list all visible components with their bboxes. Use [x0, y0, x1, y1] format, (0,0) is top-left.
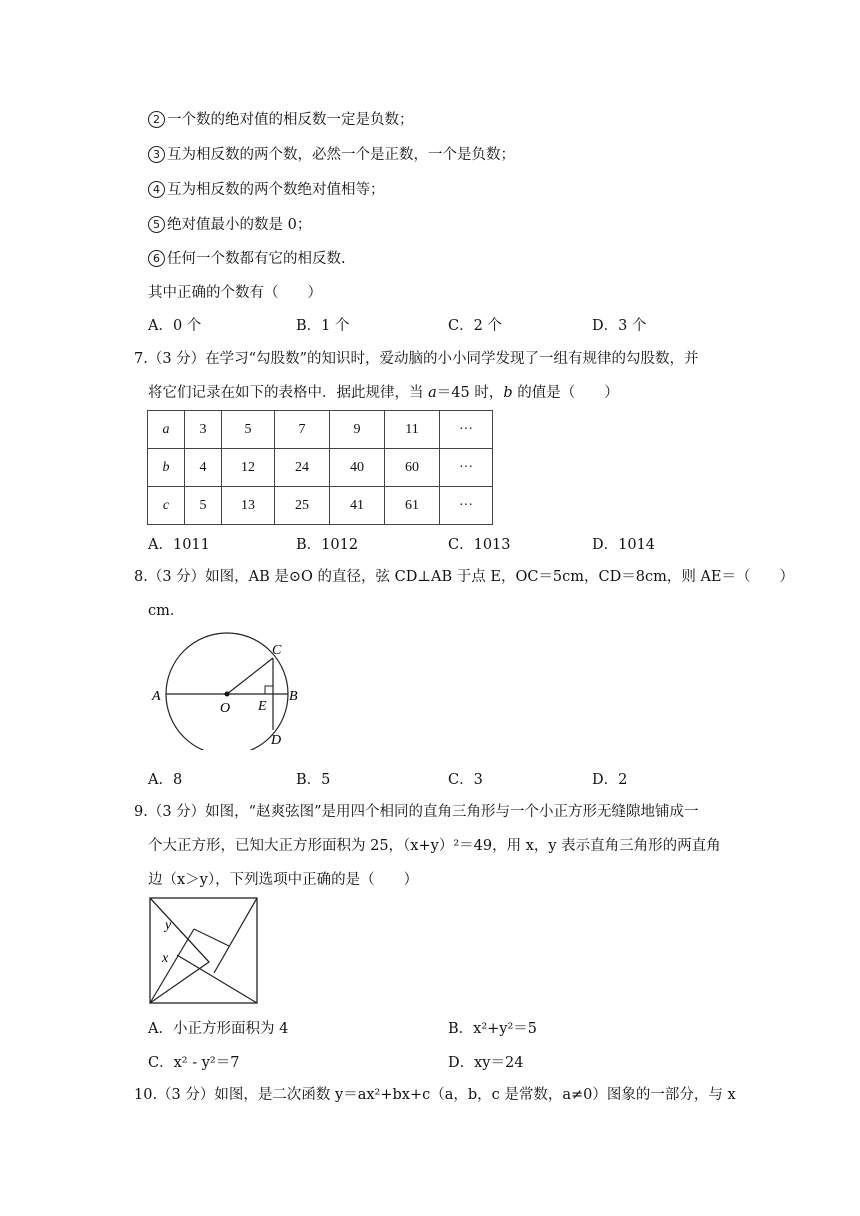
statement-text: 互为相反数的两个数，必然一个是正数，一个是负数；	[167, 147, 515, 163]
radius-oc	[227, 658, 273, 694]
table-cell: 40	[330, 449, 385, 487]
q9-line2: 个大正方形，已知大正方形面积为 25，（x+y）²＝49，用 x，y 表示直角三角形的两直角	[148, 838, 721, 854]
table-cell: 11	[385, 411, 440, 449]
q9-options-row1	[148, 1017, 788, 1037]
zhao-shuang-figure	[148, 896, 260, 1006]
text: 的值是（ ）	[512, 385, 619, 401]
table-cell: 12	[222, 449, 275, 487]
table-cell: a	[148, 411, 185, 449]
statement-6	[148, 249, 346, 269]
table-cell: 3	[185, 411, 222, 449]
text: ＝45 时，	[436, 385, 504, 401]
q8-line2: cm．	[148, 603, 185, 619]
option-a: A．0 个	[148, 318, 202, 334]
circled-number: 6	[148, 250, 165, 267]
table-cell: 41	[330, 487, 385, 525]
option-d: D．xy＝24	[448, 1055, 524, 1071]
table-cell: ···	[440, 449, 493, 487]
label-x: x	[162, 951, 169, 966]
table-row	[148, 449, 493, 487]
label-b: B	[289, 689, 298, 704]
option-a: A．1011	[148, 537, 210, 553]
circled-number: 3	[148, 146, 165, 163]
triangle-edge	[177, 955, 257, 1003]
label-e: E	[258, 699, 267, 714]
q9-line1: 9.（3 分）如图，“赵爽弦图”是用四个相同的直角三角形与一个小正方形无缝隙地铺成一	[134, 804, 699, 820]
option-d: D．3 个	[592, 318, 647, 334]
var-a: a	[428, 385, 437, 401]
statement-text: 绝对值最小的数是 0；	[167, 217, 312, 233]
option-b: B．1 个	[296, 318, 350, 334]
circled-number: 4	[148, 181, 165, 198]
label-c: C	[272, 643, 282, 658]
table-cell: 13	[222, 487, 275, 525]
table-cell: 60	[385, 449, 440, 487]
option-a: A．8	[148, 772, 183, 788]
statement-4	[148, 180, 385, 200]
triangle-edge	[214, 898, 257, 973]
statement-2	[148, 110, 414, 130]
label-y: y	[165, 918, 172, 933]
q7-line1: 7.（3 分）在学习“勾股数”的知识时，爱动脑的小小同学发现了一组有规律的勾股数，并	[134, 351, 699, 367]
option-c: C．3	[448, 772, 483, 788]
option-b: B．1012	[296, 537, 359, 553]
text: 将它们记录在如下的表格中．据此规律，当	[148, 385, 429, 401]
triangle-edge	[150, 929, 194, 1003]
circled-number: 2	[148, 111, 165, 128]
circle-figure	[148, 630, 308, 750]
table-row	[148, 487, 493, 525]
q7-line2	[148, 383, 619, 403]
option-c: C．1013	[448, 537, 511, 553]
q10-line1: 10.（3 分）如图，是二次函数 y＝ax²+bx+c（a，b，c 是常数，a≠0）图象的一部分，与 x	[134, 1087, 736, 1103]
var-b: b	[503, 385, 513, 401]
q8-options	[148, 768, 788, 788]
label-o: O	[220, 701, 231, 716]
option-d: D．1014	[592, 537, 656, 553]
q9-options-row2	[148, 1051, 788, 1071]
label-a: A	[152, 689, 161, 704]
option-b: B．x²+y²＝5	[448, 1021, 538, 1037]
table-cell: 7	[275, 411, 330, 449]
right-angle-mark	[265, 686, 273, 694]
option-d: D．2	[592, 772, 628, 788]
aux	[209, 898, 257, 962]
statement-text: 一个数的绝对值的相反数一定是负数；	[167, 112, 414, 128]
option-a: A．小正方形面积为 4	[148, 1021, 289, 1037]
table-cell: b	[148, 449, 185, 487]
option-c: C．x² - y²＝7	[148, 1055, 240, 1071]
center-point	[225, 692, 230, 697]
q7-options	[148, 533, 788, 553]
statement-5	[148, 215, 311, 235]
table-cell: 5	[185, 487, 222, 525]
table-cell: ···	[440, 411, 493, 449]
q6-prompt: 其中正确的个数有（ ）	[148, 285, 322, 301]
option-c: C．2 个	[448, 318, 502, 334]
table-cell: 5	[222, 411, 275, 449]
q6-options	[148, 314, 788, 334]
label-d: D	[271, 733, 282, 748]
table-cell: 61	[385, 487, 440, 525]
inner-square-edge	[194, 929, 229, 946]
circled-number: 5	[148, 216, 165, 233]
table-cell: c	[148, 487, 185, 525]
statement-text: 互为相反数的两个数绝对值相等；	[167, 182, 385, 198]
table-cell: 4	[185, 449, 222, 487]
q9-line3: 边（x＞y），下列选项中正确的是（ ）	[148, 872, 419, 888]
statement-text: 任何一个数都有它的相反数.	[167, 251, 346, 267]
table-cell: 24	[275, 449, 330, 487]
table-cell: 9	[330, 411, 385, 449]
pythagorean-table	[147, 410, 493, 525]
table-cell: 25	[275, 487, 330, 525]
table-row	[148, 411, 493, 449]
statement-3	[148, 145, 515, 165]
table-cell: ···	[440, 487, 493, 525]
q8-line1: 8.（3 分）如图，AB 是⊙O 的直径，弦 CD⊥AB 于点 E，OC＝5cm，CD＝8cm，则 AE＝（ ）	[134, 569, 795, 585]
option-b: B．5	[296, 772, 331, 788]
